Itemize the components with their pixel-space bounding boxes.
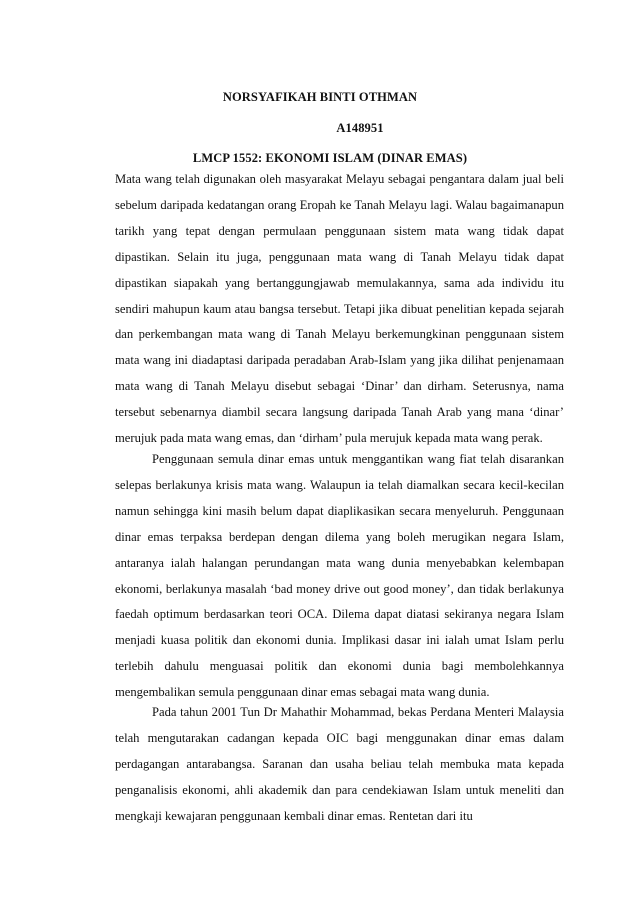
author-name: NORSYAFIKAH BINTI OTHMAN [222,90,418,104]
paragraph-1: Mata wang telah digunakan oleh masyarakat Melayu sebagai pengantara dalam jual beli sebelum daripada kedatangan orang Eropah ke Tanah Melayu lagi. Walau bagaimanapun tarikh yang tepat dengan permulaan penggunaan sistem mata wang tidak dapat dipastikan. Selain itu juga, penggunaan mata wang di Tanah Melayu tidak dapat dipastikan siapakah yang bertanggungjawab memulakannya, sama ada individu itu sendiri mahupun kaum atau bangsa tersebut. Tetapi jika dibuat penelitian kepada sejarah dan perkembangan mata wang di Tanah Melayu berkemungkinan penggunaan sistem mata wang ini diadaptasi daripada peradaban Arab-Islam yang jika dilihat penjenamaan mata wang di Tanah Melayu disebut sebagai ‘Dinar’ dan dirham. Seterusnya, nama tersebut sebenarnya diambil secara langsung daripada Tanah Arab yang mana ‘dinar’ merujuk pada mata wang emas, dan ‘dirham’ pula merujuk kepada mata wang perak. [115,172,564,446]
paragraph-2: Penggunaan semula dinar emas untuk menggantikan wang fiat telah disarankan selepas berlakunya krisis mata wang. Walaupun ia telah diamalkan secara kecil-kecilan namun sehingga kini masih belum dapat diaplikasikan secara menyeluruh. Penggunaan dinar emas terpaksa berdepan dengan dilema yang boleh merugikan negara Islam, antaranya ialah halangan perundangan mata wang dunia menyebabkan kelembapan ekonomi, berlakunya masalah ‘bad money drive out good money’, dan tidak berlakunya faedah optimum berdasarkan teori OCA. Dilema dapat diatasi sekiranya negara Islam menjadi kuasa politik dan ekonomi dunia. Implikasi dasar ini ialah umat Islam perlu terlebih dahulu menguasai politik dan ekonomi dunia bagi membolehkannya mengembalikan semula penggunaan dinar emas sebagai mata wang dunia. [115,452,564,700]
paragraph-3: Pada tahun 2001 Tun Dr Mahathir Mohammad, bekas Perdana Menteri Malaysia telah mengutarakan cadangan kepada OIC bagi menggunakan dinar emas dalam perdagangan antarabangsa. Saranan dan usaha beliau telah membuka mata kepada penganalisis ekonomi, ahli akademik dan para cendekiawan Islam untuk meneliti dan mengkaji kewajaran penggunaan kembali dinar emas. Rentetan dari itu [115,705,564,823]
student-id: A148951 [336,121,384,135]
course-title: LMCP 1552: EKONOMI ISLAM (DINAR EMAS) [192,151,468,165]
